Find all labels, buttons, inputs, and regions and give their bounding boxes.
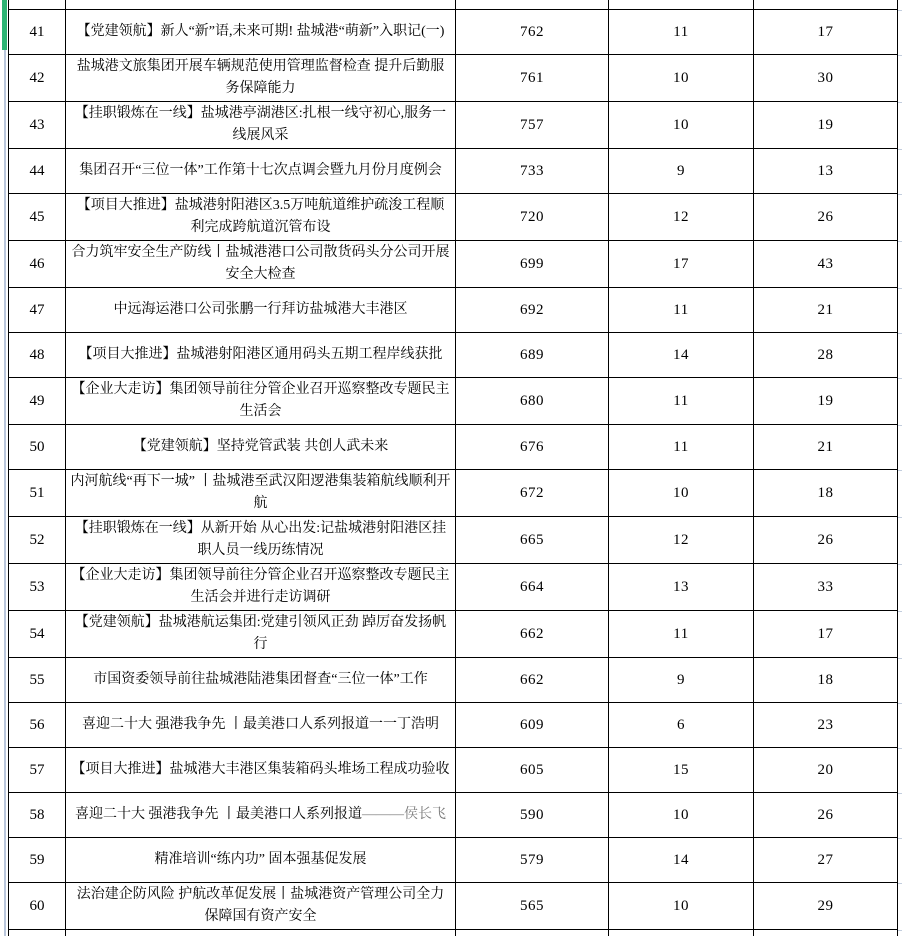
title-text: 精准培训“练内功” 固本强基促发展 (155, 852, 367, 867)
cell-value-3[interactable]: 43 (754, 241, 898, 288)
title-text: 【项目大推进】盐城港大丰港区集装箱码头堆场工程成功验收 (72, 762, 450, 777)
title-text: 【项目大推进】盐城港射阳港区通用码头五期工程岸线获批 (79, 347, 443, 362)
table-row (9, 425, 898, 470)
partial-cell (754, 0, 898, 10)
cell-title[interactable] (66, 470, 456, 517)
table-row (9, 288, 898, 333)
cell-value-2[interactable]: 11 (609, 288, 754, 333)
cell-value-3[interactable]: 19 (754, 378, 898, 425)
title-text: 法治建企防风险 护航改革促发展丨盐城港资产管理公司全力保障国有资产安全 (77, 887, 445, 924)
cell-row-number[interactable]: 43 (9, 102, 66, 149)
cell-row-number[interactable]: 47 (9, 288, 66, 333)
cell-row-number[interactable]: 42 (9, 55, 66, 102)
cell-row-number[interactable]: 41 (9, 10, 66, 55)
partial-cell (609, 930, 754, 936)
cell-value-1[interactable]: 565 (456, 883, 609, 930)
table-row (9, 194, 898, 241)
cell-title[interactable] (66, 378, 456, 425)
cell-value-3[interactable]: 28 (754, 333, 898, 378)
cell-title[interactable] (66, 55, 456, 102)
table-row (9, 793, 898, 838)
title-text: 喜迎二十大 强港我争先 丨最美港口人系列报道 (75, 807, 362, 822)
cell-title[interactable] (66, 241, 456, 288)
cell-value-1[interactable]: 761 (456, 55, 609, 102)
cell-value-3[interactable]: 33 (754, 564, 898, 611)
cell-title[interactable] (66, 194, 456, 241)
cell-value-2[interactable]: 10 (609, 55, 754, 102)
report-table (8, 0, 898, 936)
title-text: 【挂职锻炼在一线】盐城港亭湖港区:扎根一线守初心,服务一线展风采 (75, 106, 446, 143)
partial-row-top (9, 0, 898, 10)
cell-value-1[interactable]: 699 (456, 241, 609, 288)
cell-title[interactable] (66, 517, 456, 564)
table-row (9, 883, 898, 930)
table-row (9, 102, 898, 149)
cell-value-1[interactable]: 720 (456, 194, 609, 241)
title-text: 【企业大走访】集团领导前往分管企业召开巡察整改专题民主生活会并进行走访调研 (72, 568, 450, 605)
cell-value-3[interactable]: 30 (754, 55, 898, 102)
cell-value-2[interactable]: 10 (609, 470, 754, 517)
cell-value-3[interactable]: 26 (754, 793, 898, 838)
cell-row-number[interactable]: 59 (9, 838, 66, 883)
cell-value-1[interactable]: 605 (456, 748, 609, 793)
cell-row-number[interactable]: 53 (9, 564, 66, 611)
cell-value-2[interactable]: 12 (609, 517, 754, 564)
cell-row-number[interactable]: 49 (9, 378, 66, 425)
table-row (9, 333, 898, 378)
cell-value-3[interactable]: 19 (754, 102, 898, 149)
partial-row-bottom (9, 930, 898, 936)
partial-cell (456, 0, 609, 10)
cell-value-2[interactable]: 11 (609, 611, 754, 658)
cell-title[interactable] (66, 425, 456, 470)
cell-value-1[interactable]: 609 (456, 703, 609, 748)
cell-title[interactable] (66, 658, 456, 703)
cell-value-2[interactable]: 14 (609, 333, 754, 378)
cell-value-1[interactable]: 692 (456, 288, 609, 333)
cell-row-number[interactable]: 57 (9, 748, 66, 793)
table-row (9, 658, 898, 703)
cell-value-1[interactable]: 733 (456, 149, 609, 194)
table-body (9, 0, 898, 936)
table-row (9, 838, 898, 883)
table-row (9, 703, 898, 748)
cell-title[interactable] (66, 333, 456, 378)
title-text: 盐城港文旅集团开展车辆规范使用管理监督检查 提升后勤服务保障能力 (77, 59, 445, 96)
title-text: 【企业大走访】集团领导前往分管企业召开巡察整改专题民主生活会 (72, 382, 450, 419)
cell-row-number[interactable]: 58 (9, 793, 66, 838)
cell-value-2[interactable]: 13 (609, 564, 754, 611)
cell-value-2[interactable]: 11 (609, 378, 754, 425)
cell-value-1[interactable]: 762 (456, 10, 609, 55)
cell-title[interactable] (66, 838, 456, 883)
selected-row-indicator (2, 0, 7, 50)
sheet-gridline-left (4, 0, 6, 936)
title-text: 【挂职锻炼在一线】从新开始 从心出发:记盐城港射阳港区挂职人员一线历练情况 (75, 521, 446, 558)
title-tail-text: ———侯长飞 (362, 807, 446, 822)
cell-value-3[interactable]: 17 (754, 10, 898, 55)
cell-value-1[interactable]: 662 (456, 658, 609, 703)
cell-value-1[interactable]: 590 (456, 793, 609, 838)
cell-row-number[interactable]: 52 (9, 517, 66, 564)
cell-value-3[interactable]: 18 (754, 658, 898, 703)
cell-value-1[interactable]: 676 (456, 425, 609, 470)
title-text: 喜迎二十大 强港我争先 丨最美港口人系列报道一一丁浩明 (82, 717, 439, 732)
cell-row-number[interactable]: 44 (9, 149, 66, 194)
table-row (9, 241, 898, 288)
title-text: 【党建领航】坚持党管武装 共创人武未来 (133, 439, 389, 454)
title-text: 【项目大推进】盐城港射阳港区3.5万吨航道维护疏浚工程顺利完成跨航道沉管布设 (77, 198, 445, 235)
title-text: 集团召开“三位一体”工作第十七次点调会暨九月份月度例会 (79, 163, 441, 178)
cell-title[interactable] (66, 564, 456, 611)
cell-value-2[interactable]: 14 (609, 838, 754, 883)
cell-value-2[interactable]: 11 (609, 10, 754, 55)
cell-value-3[interactable]: 17 (754, 611, 898, 658)
table-row (9, 517, 898, 564)
cell-title[interactable] (66, 793, 456, 838)
title-text: 内河航线“再下一城” 丨盐城港至武汉阳逻港集装箱航线顺利开航 (71, 474, 451, 511)
cell-value-2[interactable]: 10 (609, 793, 754, 838)
cell-title[interactable] (66, 883, 456, 930)
table-row (9, 149, 898, 194)
cell-value-3[interactable]: 21 (754, 425, 898, 470)
cell-row-number[interactable]: 50 (9, 425, 66, 470)
title-text: 【党建领航】盐城港航运集团:党建引领风正劲 踔厉奋发扬帆行 (75, 615, 446, 652)
cell-value-3[interactable]: 20 (754, 748, 898, 793)
table-row (9, 55, 898, 102)
cell-value-1[interactable]: 664 (456, 564, 609, 611)
cell-value-3[interactable]: 21 (754, 288, 898, 333)
cell-title[interactable] (66, 748, 456, 793)
partial-cell (66, 930, 456, 936)
cell-value-1[interactable]: 680 (456, 378, 609, 425)
cell-value-2[interactable]: 15 (609, 748, 754, 793)
partial-cell (609, 0, 754, 10)
table-row (9, 564, 898, 611)
title-text: 中远海运港口公司张鹏一行拜访盐城港大丰港区 (114, 302, 408, 317)
cell-value-1[interactable]: 665 (456, 517, 609, 564)
cell-value-1[interactable]: 757 (456, 102, 609, 149)
cell-value-2[interactable]: 6 (609, 703, 754, 748)
cell-row-number[interactable]: 46 (9, 241, 66, 288)
partial-cell (66, 0, 456, 10)
cell-value-3[interactable]: 26 (754, 517, 898, 564)
cell-row-number[interactable]: 60 (9, 883, 66, 930)
cell-value-2[interactable]: 17 (609, 241, 754, 288)
cell-row-number[interactable]: 55 (9, 658, 66, 703)
cell-value-3[interactable]: 27 (754, 838, 898, 883)
partial-cell (9, 0, 66, 10)
title-text: 合力筑牢安全生产防线丨盐城港港口公司散货码头分公司开展安全大检查 (72, 245, 450, 282)
table-row (9, 748, 898, 793)
partial-cell (456, 930, 609, 936)
table-row (9, 611, 898, 658)
cell-value-1[interactable]: 662 (456, 611, 609, 658)
cell-row-number[interactable]: 56 (9, 703, 66, 748)
cell-value-1[interactable]: 672 (456, 470, 609, 517)
cell-title[interactable] (66, 10, 456, 55)
table-row (9, 378, 898, 425)
title-text: 市国资委领导前往盐城港陆港集团督查“三位一体”工作 (93, 672, 427, 687)
table-row (9, 470, 898, 517)
cell-value-3[interactable]: 13 (754, 149, 898, 194)
cell-title[interactable] (66, 611, 456, 658)
cell-title[interactable] (66, 102, 456, 149)
cell-value-2[interactable]: 11 (609, 425, 754, 470)
cell-value-2[interactable]: 9 (609, 149, 754, 194)
partial-cell (754, 930, 898, 936)
cell-value-1[interactable]: 579 (456, 838, 609, 883)
cell-row-number[interactable]: 54 (9, 611, 66, 658)
cell-value-2[interactable]: 9 (609, 658, 754, 703)
cell-value-3[interactable]: 23 (754, 703, 898, 748)
cell-title[interactable] (66, 703, 456, 748)
cell-value-2[interactable]: 10 (609, 102, 754, 149)
cell-value-2[interactable]: 12 (609, 194, 754, 241)
cell-value-1[interactable]: 689 (456, 333, 609, 378)
cell-row-number[interactable]: 51 (9, 470, 66, 517)
cell-value-3[interactable]: 26 (754, 194, 898, 241)
title-text: 【党建领航】新人“新”语,未来可期! 盐城港“萌新”入职记(一) (77, 24, 445, 39)
cell-title[interactable] (66, 149, 456, 194)
cell-title[interactable] (66, 288, 456, 333)
cell-value-3[interactable]: 29 (754, 883, 898, 930)
cell-value-2[interactable]: 10 (609, 883, 754, 930)
table-row (9, 10, 898, 55)
partial-cell (9, 930, 66, 936)
cell-row-number[interactable]: 48 (9, 333, 66, 378)
cell-row-number[interactable]: 45 (9, 194, 66, 241)
cell-value-3[interactable]: 18 (754, 470, 898, 517)
